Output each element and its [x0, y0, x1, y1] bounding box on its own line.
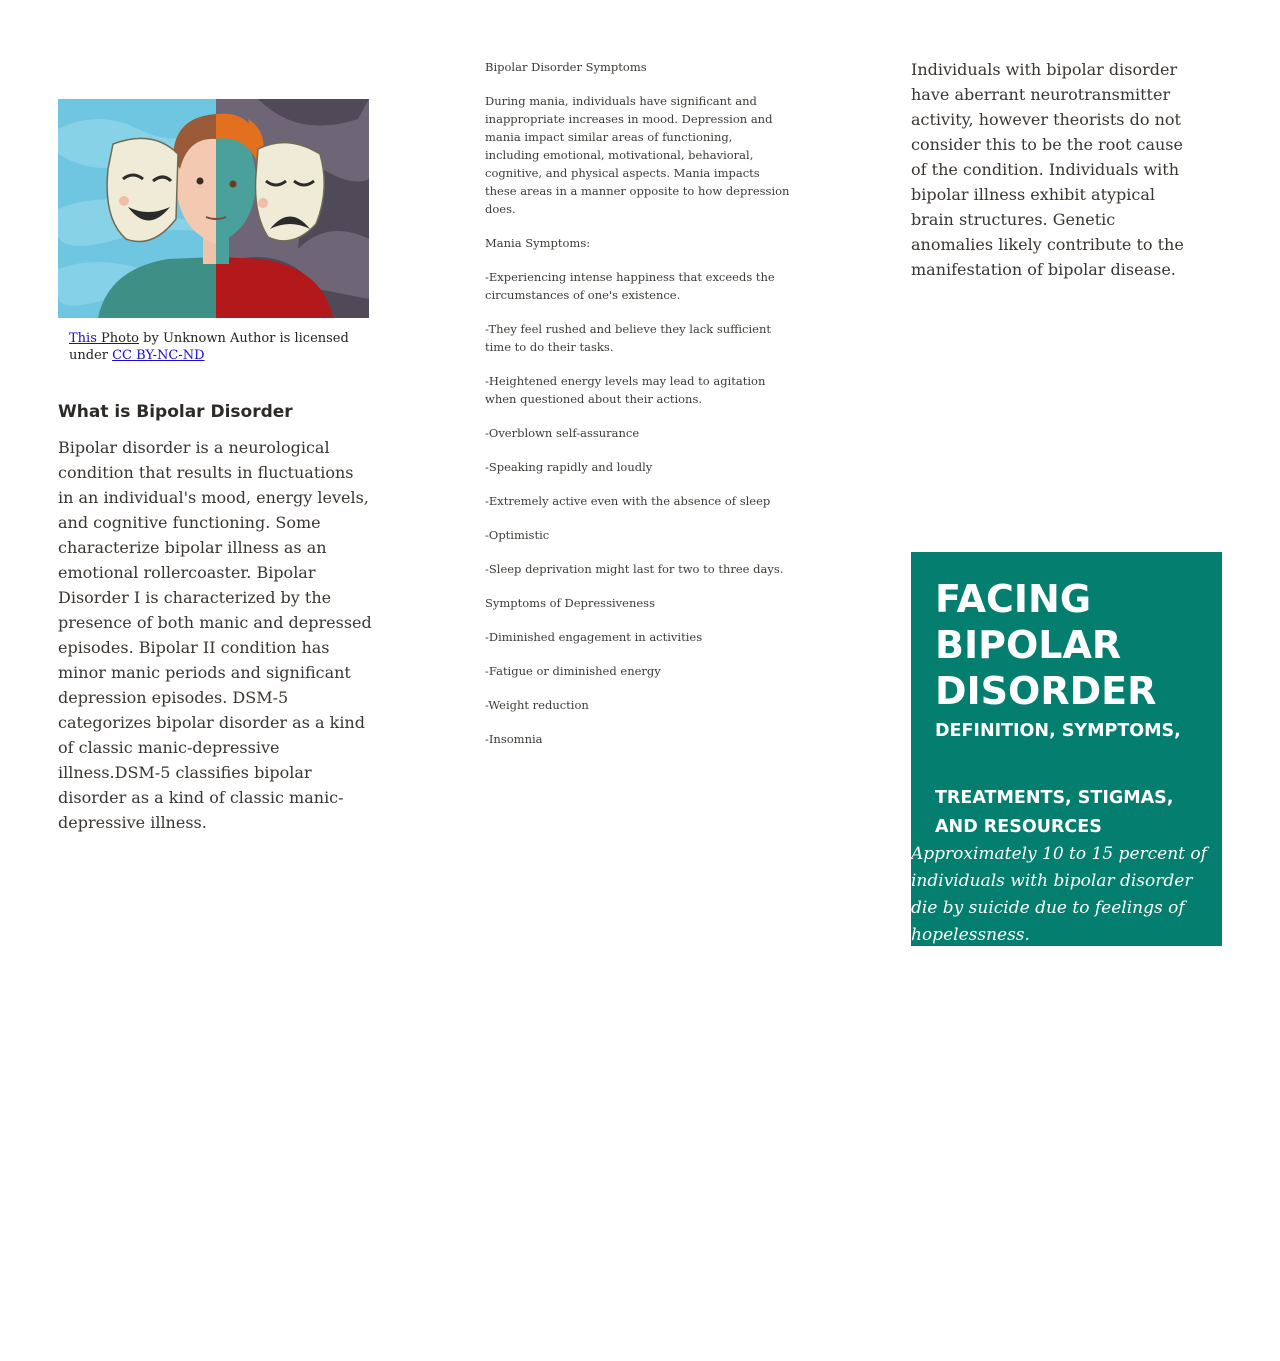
- photo-caption: [69, 330, 359, 364]
- photo-link[interactable]: Photo: [101, 331, 140, 346]
- what-is-heading: What is Bipolar Disorder: [58, 402, 293, 422]
- cover-subtitle-definition: DEFINITION, SYMPTOMS,: [935, 721, 1181, 741]
- depression-item: -Insomnia: [485, 732, 543, 746]
- symptoms-title: Bipolar Disorder Symptoms: [485, 60, 647, 74]
- mania-heading: Mania Symptoms:: [485, 236, 591, 250]
- mania-item: -Extremely active even with the absence of sleep: [485, 494, 771, 508]
- caption-text: by Unknown Author is licensed under: [69, 331, 349, 363]
- mania-item: -Sleep deprivation might last for two to three days.: [485, 562, 784, 576]
- symptoms-column: [485, 58, 790, 764]
- neurotransmitter-paragraph: Individuals with bipolar disorder have aberrant neurotransmitter activity, however theorists do not consider this to be the root cause of the condition. Individuals with bipolar illness exhibit atypical brain structures. Genetic anomalies likely contribute to the manifestation of bipolar disease.: [911, 60, 1184, 279]
- depression-item: -Fatigue or diminished energy: [485, 664, 661, 678]
- cover-subtitle-treatments: TREATMENTS, STIGMAS, AND RESOURCES: [935, 788, 1174, 837]
- what-is-body: Bipolar disorder is a neurological condition that results in fluctuations in an individual's mood, energy levels, and cognitive functioning. Some characterize bipolar illness as an emotional rollercoaster. Bipolar Disorder I is characterized by the presence of both manic and depressed episodes. Bipolar II condition has minor manic periods and significant depression episodes. DSM-5 categorizes bipolar disorder as a kind of classic manic-depressive illness.DSM-5 classifies bipolar disorder as a kind of classic manic-depressive illness.: [58, 438, 372, 832]
- depression-heading: Symptoms of Depressiveness: [485, 596, 655, 610]
- mania-item: -Optimistic: [485, 528, 550, 542]
- mania-item: -They feel rushed and believe they lack sufficient time to do their tasks.: [485, 322, 772, 354]
- cover-panel: [911, 552, 1222, 946]
- mania-item: -Overblown self-assurance: [485, 426, 640, 440]
- mania-item: -Experiencing intense happiness that exceeds the circumstances of one's existence.: [485, 270, 775, 302]
- depression-item: -Weight reduction: [485, 698, 589, 712]
- masks-illustration: [58, 99, 369, 318]
- symptoms-intro: During mania, individuals have significant and inappropriate increases in mood. Depression and mania impact similar areas of functioning, including emotional, motivational, behavioral, cognitive, and physical aspects. Mania impacts these areas in a manner opposite to how depression does.: [485, 94, 790, 216]
- suicide-statistic-quote: Approximately 10 to 15 percent of individuals with bipolar disorder die by suicide due to feelings of hopelessness.: [911, 844, 1207, 945]
- photo-link-this[interactable]: This: [69, 331, 102, 346]
- mania-item: -Speaking rapidly and loudly: [485, 460, 653, 474]
- depression-item: -Diminished engagement in activities: [485, 630, 703, 644]
- mania-item: -Heightened energy levels may lead to agitation when questioned about their actions.: [485, 374, 766, 406]
- license-link[interactable]: CC BY-NC-ND: [112, 348, 205, 363]
- masks-illustration-graphic: [58, 99, 369, 318]
- cover-title: FACING BIPOLAR DISORDER: [935, 577, 1157, 713]
